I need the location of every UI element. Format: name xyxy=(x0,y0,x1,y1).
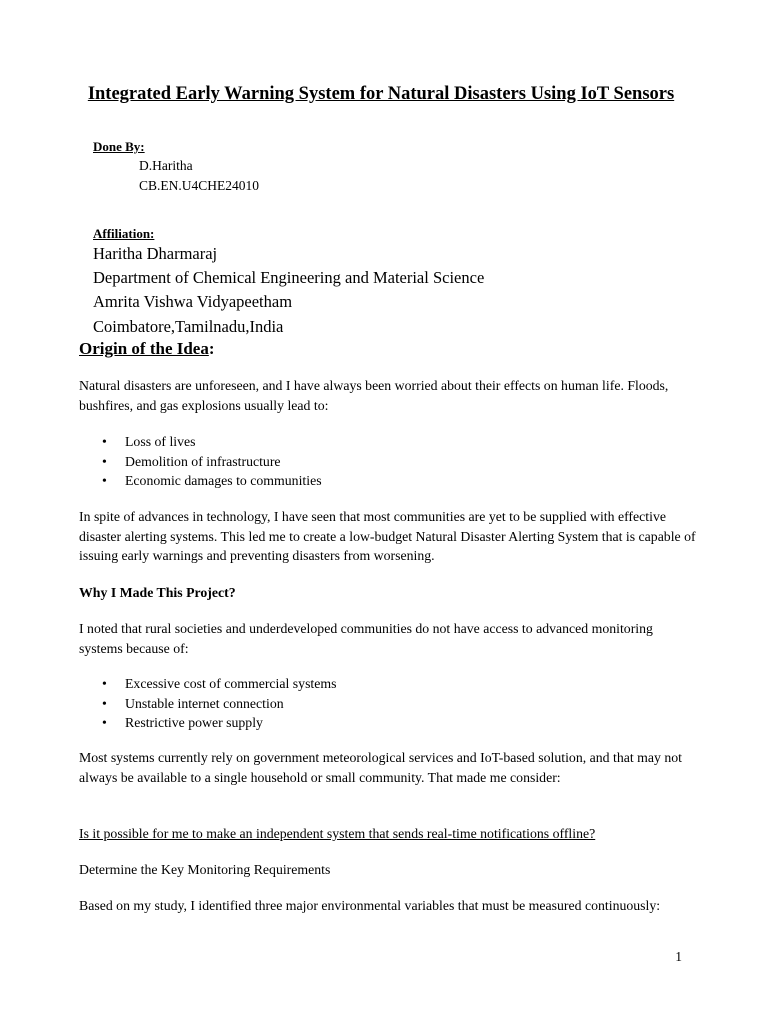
list-item-text: Restrictive power supply xyxy=(125,715,263,730)
list-item-text: Demolition of infrastructure xyxy=(125,453,281,469)
affiliation-label: Affiliation: xyxy=(93,226,155,241)
list-item xyxy=(79,674,337,694)
why-intro-paragraph: I noted that rural societies and underdeveloped communities do not have access to advanced monitoring systems because of: xyxy=(79,621,653,656)
why-heading: Why I Made This Project? xyxy=(79,585,236,600)
affiliation-line: Amrita Vishwa Vidyapeetham xyxy=(93,292,293,311)
list-item xyxy=(79,471,322,491)
affiliation-line: Department of Chemical Engineering and Material Science xyxy=(93,268,485,287)
origin-bullet-list xyxy=(79,432,322,491)
author-name: D.Haritha xyxy=(139,158,193,173)
document-title: Integrated Early Warning System for Natural Disasters Using IoT Sensors xyxy=(87,84,675,104)
bullet-icon: • xyxy=(102,434,107,449)
origin-heading-text: Origin of the Idea xyxy=(79,339,209,358)
requirements-intro-paragraph: Based on my study, I identified three major environmental variables that must be measured continuously: xyxy=(79,898,661,913)
list-item xyxy=(79,694,337,714)
key-question: Is it possible for me to make an independent system that sends real-time notifications offline? xyxy=(79,826,596,841)
list-item-text: Loss of lives xyxy=(125,434,196,449)
origin-heading xyxy=(79,339,215,359)
origin-heading-colon: : xyxy=(208,339,215,358)
requirements-heading: Determine the Key Monitoring Requirements xyxy=(79,862,331,877)
list-item-text: Economic damages to communities xyxy=(125,473,322,488)
bullet-icon: • xyxy=(102,453,107,469)
origin-intro-paragraph: Natural disasters are unforeseen, and I have always been worried about their effects on human life. Floods, bushfires, and gas explosions usually lead to: xyxy=(79,378,669,413)
list-item-text: Excessive cost of commercial systems xyxy=(125,676,337,691)
affiliation-line: Coimbatore,Tamilnadu,India xyxy=(93,317,284,336)
list-item xyxy=(79,713,337,733)
bullet-icon: • xyxy=(102,715,107,730)
bullet-icon: • xyxy=(102,473,107,488)
affiliation-line: Haritha Dharmaraj xyxy=(93,244,218,263)
list-item-text: Unstable internet connection xyxy=(125,695,284,711)
list-item xyxy=(79,432,322,452)
done-by-label: Done By: xyxy=(93,139,145,154)
bullet-icon: • xyxy=(102,676,107,691)
list-item xyxy=(79,452,322,472)
why-paragraph-2: Most systems currently rely on government meteorological services and IoT-based solution, and that may not always be available to a single household or small community. That made me consider: xyxy=(79,750,682,785)
page-number: 1 xyxy=(675,949,682,964)
bullet-icon: • xyxy=(102,695,107,711)
origin-paragraph-2: In spite of advances in technology, I have seen that most communities are yet to be supplied with effective disaster alerting systems. This led me to create a low-budget Natural Disaster Alerting System that is capable of issuing early warnings and preventing disasters from worsening. xyxy=(79,509,696,563)
why-bullet-list xyxy=(79,674,337,733)
author-roll-number: CB.EN.U4CHE24010 xyxy=(139,178,260,193)
